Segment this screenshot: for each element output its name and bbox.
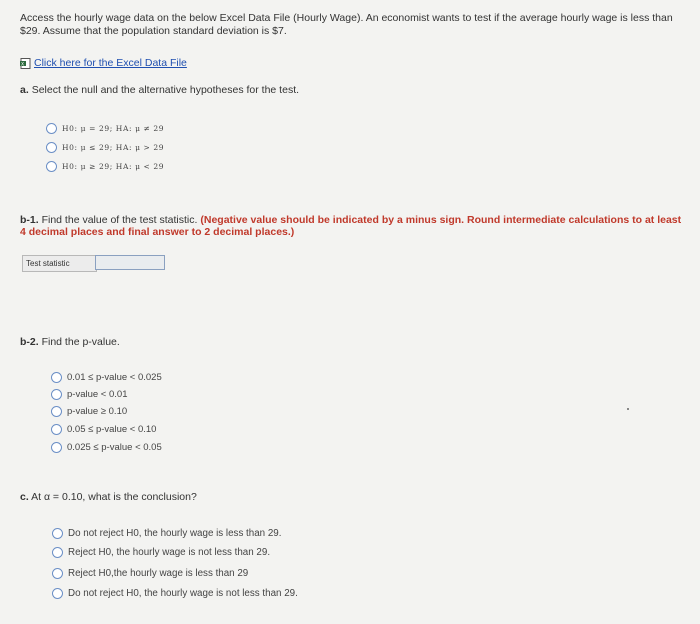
part-b1-prefix: b-1. xyxy=(20,214,39,226)
radio-button[interactable] xyxy=(51,389,62,400)
p-value-label: p-value < 0.01 xyxy=(67,389,128,400)
hypothesis-option-2[interactable] xyxy=(46,142,164,153)
radio-button[interactable] xyxy=(46,123,57,134)
radio-button[interactable] xyxy=(52,588,63,599)
svg-text:X: X xyxy=(21,61,25,67)
p-value-label: 0.01 ≤ p-value < 0.025 xyxy=(67,372,162,383)
p-value-option-4[interactable] xyxy=(51,424,156,435)
part-c-text: At α = 0.10, what is the conclusion? xyxy=(31,491,197,503)
part-b1-text: Find the value of the test statistic. xyxy=(41,214,198,226)
radio-button[interactable] xyxy=(52,528,63,539)
part-b1-note: (Negative value should be indicated by a minus sign. Round intermediate calculations to at least 4 decimal places and final answer to 2 decimal places.) xyxy=(20,214,682,238)
hypothesis-label: H0: μ ≤ 29; HA: μ > 29 xyxy=(62,143,165,152)
conclusion-option-3[interactable] xyxy=(52,568,248,579)
hypothesis-option-3[interactable] xyxy=(46,161,164,172)
conclusion-option-2[interactable] xyxy=(52,547,270,558)
radio-button[interactable] xyxy=(46,142,57,153)
radio-button[interactable] xyxy=(51,424,62,435)
part-a-prefix: a. xyxy=(20,84,29,96)
stray-mark xyxy=(627,408,629,410)
conclusion-label: Reject H0,the hourly wage is less than 29 xyxy=(68,568,249,579)
test-statistic-label: Test statistic xyxy=(22,255,97,272)
part-b2-prefix: b-2. xyxy=(20,336,39,348)
radio-button[interactable] xyxy=(51,442,62,453)
p-value-label: p-value ≥ 0.10 xyxy=(67,406,128,417)
hypothesis-option-1[interactable] xyxy=(46,123,164,134)
excel-data-link[interactable] xyxy=(20,57,187,69)
p-value-option-5[interactable] xyxy=(51,442,162,453)
conclusion-label: Reject H0, the hourly wage is not less than 29. xyxy=(68,547,271,558)
conclusion-option-4[interactable] xyxy=(52,588,298,599)
radio-button[interactable] xyxy=(52,547,63,558)
hypothesis-label: H0: μ = 29; HA: μ ≠ 29 xyxy=(62,124,165,133)
radio-button[interactable] xyxy=(51,406,62,417)
p-value-option-3[interactable] xyxy=(51,406,127,417)
p-value-option-1[interactable] xyxy=(51,372,162,383)
conclusion-label: Do not reject H0, the hourly wage is not less than 29. xyxy=(68,588,298,599)
p-value-option-2[interactable] xyxy=(51,389,127,400)
hypothesis-label: H0: μ ≥ 29; HA: μ < 29 xyxy=(62,162,165,171)
problem-intro: Access the hourly wage data on the below Excel Data File (Hourly Wage). An economist wants to test if the average hourly wage is less than $29. Assume that the population standard deviation is $7. xyxy=(20,12,673,37)
conclusion-label: Do not reject H0, the hourly wage is less than 29. xyxy=(68,528,282,539)
radio-button[interactable] xyxy=(52,568,63,579)
excel-link-text: Click here for the Excel Data File xyxy=(34,57,187,69)
radio-button[interactable] xyxy=(51,372,62,383)
part-a-question xyxy=(20,84,299,96)
part-c-question xyxy=(20,491,197,503)
part-b2-text: Find the p-value. xyxy=(41,336,120,348)
conclusion-option-1[interactable] xyxy=(52,528,281,539)
p-value-label: 0.025 ≤ p-value < 0.05 xyxy=(67,442,162,453)
test-statistic-input[interactable] xyxy=(95,255,165,270)
part-a-text: Select the null and the alternative hypotheses for the test. xyxy=(31,84,300,96)
part-c-prefix: c. xyxy=(20,491,29,503)
part-b1-question xyxy=(20,214,685,238)
part-b2-question xyxy=(20,336,120,348)
radio-button[interactable] xyxy=(46,161,57,172)
excel-file-icon xyxy=(20,58,31,69)
p-value-label: 0.05 ≤ p-value < 0.10 xyxy=(67,424,157,435)
